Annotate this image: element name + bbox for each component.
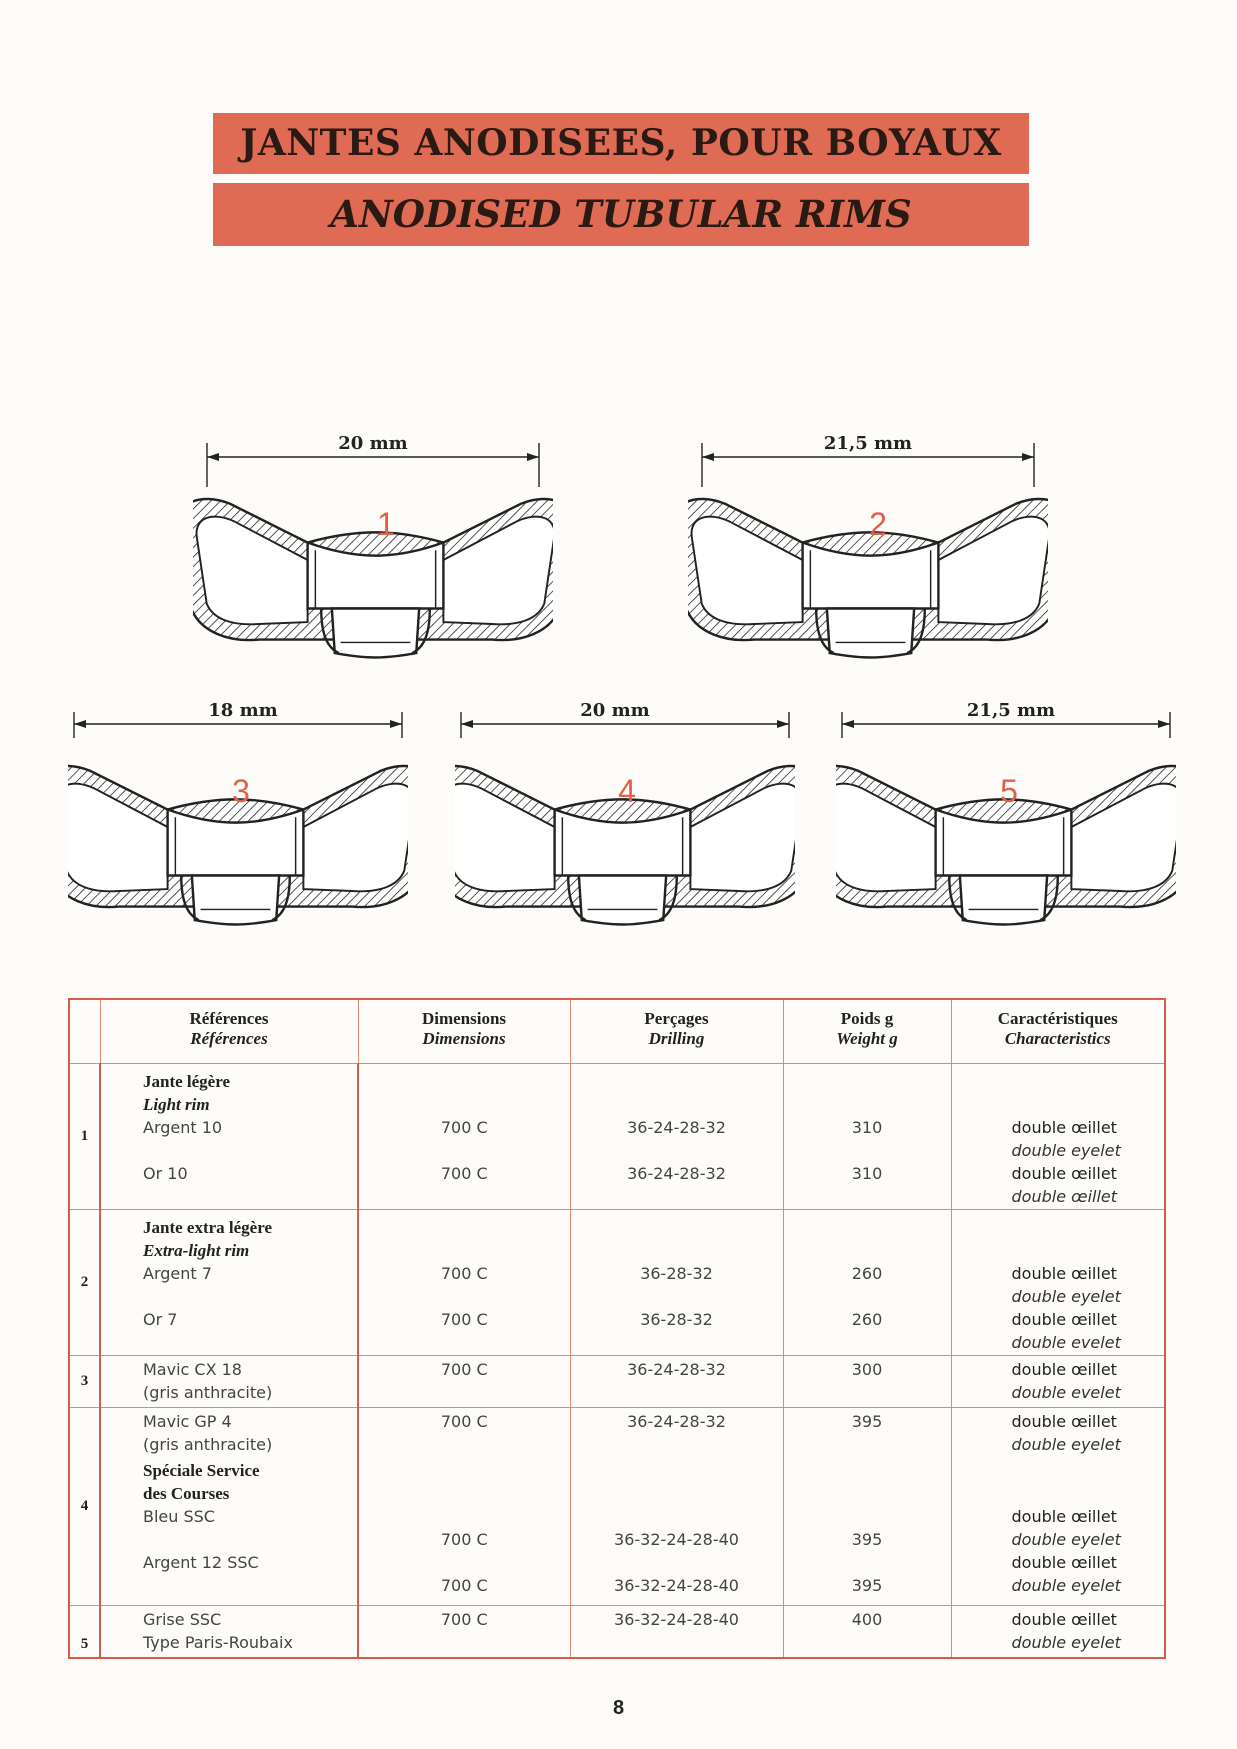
table-row-group-3: 3 Mavic CX 18 (gris anthracite) 700 C 36-24-28-32 300 double œillet double evelet (69, 1356, 1165, 1408)
header-dimensions: Dimensions Dimensions (358, 999, 570, 1064)
ref-or-10: Or 10 (143, 1164, 188, 1183)
rim-diagram-2 (688, 425, 1048, 695)
header-characteristics: Caractéristiques Characteristics (951, 999, 1165, 1064)
table-header-row (69, 999, 1165, 1064)
rim-5-width-label: 21,5 mm (966, 700, 1056, 721)
rim-diagram-4 (455, 690, 795, 960)
ref-argent-12-ssc: Argent 12 SSC (143, 1553, 259, 1572)
header-blank (69, 999, 100, 1064)
header-drilling: Perçages Drilling (570, 999, 783, 1064)
group-1-number: 1 (69, 1064, 100, 1210)
rims-table (68, 998, 1164, 1656)
ref-mavic-cx-18: Mavic CX 18 (143, 1360, 242, 1379)
rim-1-width-label: 20 mm (338, 433, 408, 454)
page-number: 8 (612, 1697, 625, 1719)
group-4-number: 4 (69, 1408, 100, 1606)
group-2-number: 2 (69, 1210, 100, 1356)
rim-5-number: 5 (1000, 773, 1018, 809)
group-4-heading-2: des Courses (143, 1484, 230, 1503)
header-references: Références Références (100, 999, 358, 1064)
group-2-heading-en: Extra-light rim (143, 1241, 250, 1260)
table-row-group-4: 4 Mavic GP 4 (gris anthracite) Spéciale Service des Courses Bleu SSC Argent 12 SSC 700 C 700 C 700 C 36-24-28-32 36-32-24-28-40 36-32-24-28-40 395 395 395 double œillet double eyelet double œillet double eyelet double œillet double eyelet (69, 1408, 1165, 1606)
table-row-group-2: 2 Jante extra légère Extra-light rim Argent 7 Or 7 700 C 700 C 36-28-32 36-28-32 260 260 double œillet double eyelet double œillet double evelet (69, 1210, 1165, 1356)
group-2-heading-fr: Jante extra légère (143, 1218, 273, 1237)
group-1-heading-en: Light rim (143, 1095, 210, 1114)
rim-3-number: 3 (232, 773, 250, 809)
rim-diagram-1 (193, 425, 553, 695)
header-weight: Poids g Weight g (783, 999, 951, 1064)
table-row-group-1: 1 Jante légère Light rim Argent 10 Or 10 700 C 700 C 36-24-28-32 36-24-28-32 310 310 double œillet double eyelet double œillet double œillet (69, 1064, 1165, 1210)
rim-3-width-label: 18 mm (208, 700, 278, 721)
group-5-number: 5 (69, 1606, 100, 1658)
rim-4-width-label: 20 mm (580, 700, 650, 721)
ref-bleu-ssc: Bleu SSC (143, 1507, 215, 1526)
ref-grise-ssc: Grise SSC (143, 1610, 222, 1629)
rim-2-number: 2 (869, 506, 887, 542)
table-row-group-5: 5 Grise SSC Type Paris-Roubaix 700 C 36-32-24-28-40 400 double œillet double eyelet (69, 1606, 1165, 1658)
group-1-heading-fr: Jante légère (143, 1072, 231, 1091)
ref-or-7: Or 7 (143, 1310, 178, 1329)
rim-4-number: 4 (618, 773, 636, 809)
ref-argent-10: Argent 10 (143, 1118, 223, 1137)
rim-1-number: 1 (377, 506, 395, 542)
rim-diagram-5 (836, 690, 1176, 960)
ref-mavic-gp-4: Mavic GP 4 (143, 1412, 232, 1431)
rim-diagram-3 (68, 690, 408, 960)
group-3-number: 3 (69, 1356, 100, 1408)
ref-argent-7: Argent 7 (143, 1264, 212, 1283)
rim-2-width-label: 21,5 mm (823, 433, 913, 454)
title-french: JANTES ANODISEES, POUR BOYAUX (213, 113, 1029, 174)
title-english: ANODISED TUBULAR RIMS (213, 183, 1029, 246)
group-4-heading-1: Spéciale Service (143, 1461, 260, 1480)
